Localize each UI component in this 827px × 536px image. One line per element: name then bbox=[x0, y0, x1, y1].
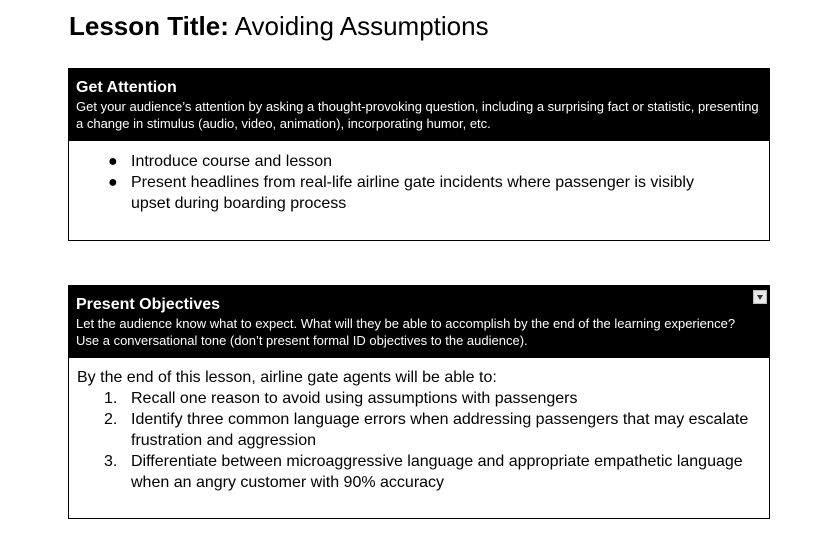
list-item bbox=[104, 451, 761, 493]
bullet-icon: ● bbox=[108, 174, 118, 191]
list-item bbox=[108, 172, 761, 214]
lesson-title-label: Lesson Title: bbox=[69, 11, 229, 41]
list-number: 2. bbox=[104, 411, 118, 428]
list-item bbox=[104, 388, 761, 409]
list-item-text: Present headlines from real-life airline gate incidents where passenger is visibly upset during boarding process bbox=[131, 174, 694, 212]
present-objectives-description: Let the audience know what to expect. What will they be able to accomplish by the end of the learning experience? Use a conversational tone (don’t present formal ID objectives to the audience). bbox=[76, 316, 736, 348]
bullet-icon: ● bbox=[108, 153, 118, 170]
list-number: 1. bbox=[104, 390, 118, 407]
get-attention-heading: Get Attention bbox=[76, 79, 177, 96]
get-attention-list bbox=[77, 151, 761, 214]
objectives-list bbox=[77, 388, 761, 493]
objectives-intro: By the end of this lesson, airline gate agents will be able to: bbox=[77, 369, 497, 386]
get-attention-header bbox=[69, 69, 769, 141]
list-number: 3. bbox=[104, 453, 118, 470]
list-item-text: Identify three common language errors when addressing passengers that may escalate frustration and aggression bbox=[131, 411, 749, 449]
present-objectives-header bbox=[69, 286, 769, 358]
list-item-text: Introduce course and lesson bbox=[131, 153, 333, 170]
lesson-title-value: Avoiding Assumptions bbox=[228, 11, 489, 41]
list-item bbox=[108, 151, 761, 172]
lesson-title bbox=[69, 10, 489, 42]
list-item-text: Differentiate between microaggressive language and appropriate empathetic language when an angry customer with 90% accuracy bbox=[131, 453, 743, 491]
list-item-text: Recall one reason to avoid using assumptions with passengers bbox=[131, 390, 578, 407]
present-objectives-section bbox=[68, 285, 770, 519]
get-attention-section bbox=[68, 68, 770, 241]
get-attention-body[interactable] bbox=[69, 141, 769, 214]
get-attention-description: Get your audience’s attention by asking a thought-provoking question, including a surprising fact or statistic, presenting a change in stimulus (audio, video, animation), incorporating humor, etc. bbox=[76, 99, 759, 131]
present-objectives-heading: Present Objectives bbox=[76, 296, 221, 313]
dropdown-arrow-icon[interactable] bbox=[753, 290, 767, 304]
list-item bbox=[104, 409, 761, 451]
present-objectives-body[interactable] bbox=[69, 358, 769, 493]
